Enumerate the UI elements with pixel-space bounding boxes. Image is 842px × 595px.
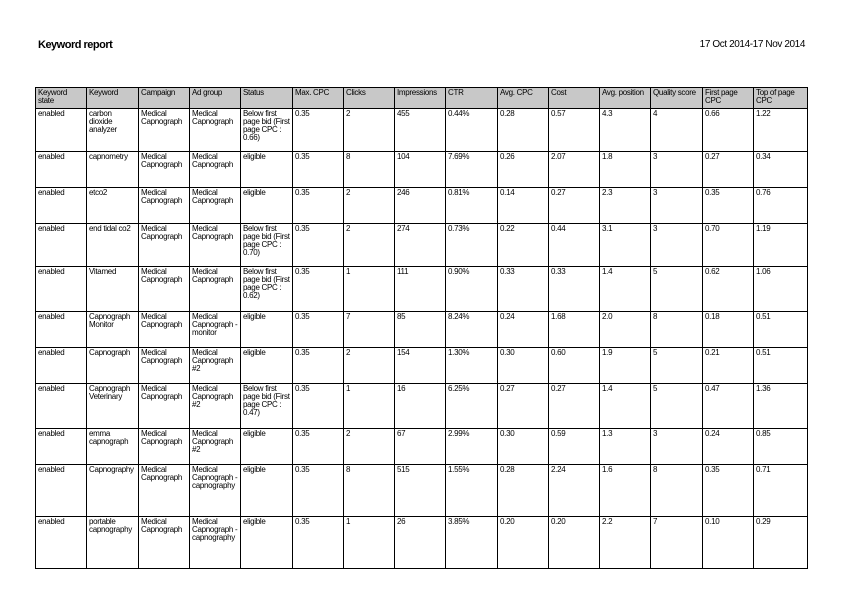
cell-cost: 0.20 xyxy=(549,517,600,569)
cell-max-cpc: 0.35 xyxy=(293,348,344,384)
cell-avg-position: 1.4 xyxy=(600,384,651,429)
cell-top-of-page-cpc: 0.51 xyxy=(754,348,808,384)
cell-ad-group: Medical Capnograph xyxy=(190,188,241,224)
cell-clicks: 2 xyxy=(344,429,395,465)
table-row xyxy=(36,152,808,188)
cell-impressions: 515 xyxy=(395,465,446,517)
cell-cost: 2.24 xyxy=(549,465,600,517)
cell-first-page-cpc: 0.24 xyxy=(703,429,754,465)
cell-campaign: Medical Capnograph xyxy=(139,348,190,384)
cell-impressions: 16 xyxy=(395,384,446,429)
col-header-keyword: Keyword xyxy=(87,88,139,109)
cell-ctr: 7.69% xyxy=(446,152,498,188)
cell-campaign: Medical Capnograph xyxy=(139,109,190,152)
cell-cost: 0.57 xyxy=(549,109,600,152)
cell-clicks: 2 xyxy=(344,348,395,384)
table-row xyxy=(36,465,808,517)
cell-keyword-state: enabled xyxy=(36,267,87,312)
cell-impressions: 104 xyxy=(395,152,446,188)
cell-campaign: Medical Capnograph xyxy=(139,384,190,429)
table-row xyxy=(36,312,808,348)
table-row xyxy=(36,188,808,224)
cell-avg-cpc: 0.20 xyxy=(498,517,549,569)
cell-impressions: 154 xyxy=(395,348,446,384)
cell-keyword-state: enabled xyxy=(36,109,87,152)
cell-keyword-state: enabled xyxy=(36,188,87,224)
cell-keyword: Vitamed xyxy=(87,267,139,312)
cell-max-cpc: 0.35 xyxy=(293,267,344,312)
table-row xyxy=(36,384,808,429)
cell-keyword: Capnograph xyxy=(87,348,139,384)
table-row xyxy=(36,109,808,152)
cell-ctr: 2.99% xyxy=(446,429,498,465)
cell-status: eligible xyxy=(241,517,293,569)
cell-ctr: 0.81% xyxy=(446,188,498,224)
cell-keyword-state: enabled xyxy=(36,384,87,429)
col-header-clicks: Clicks xyxy=(344,88,395,109)
cell-cost: 0.27 xyxy=(549,188,600,224)
table-row xyxy=(36,267,808,312)
col-header-first-page-cpc: First page CPC xyxy=(703,88,754,109)
cell-clicks: 1 xyxy=(344,517,395,569)
cell-campaign: Medical Capnograph xyxy=(139,517,190,569)
cell-campaign: Medical Capnograph xyxy=(139,152,190,188)
cell-ad-group: Medical Capnograph xyxy=(190,109,241,152)
cell-cost: 2.07 xyxy=(549,152,600,188)
cell-top-of-page-cpc: 0.51 xyxy=(754,312,808,348)
cell-impressions: 455 xyxy=(395,109,446,152)
cell-keyword-state: enabled xyxy=(36,517,87,569)
cell-first-page-cpc: 0.62 xyxy=(703,267,754,312)
cell-cost: 1.68 xyxy=(549,312,600,348)
cell-ctr: 1.55% xyxy=(446,465,498,517)
cell-keyword-state: enabled xyxy=(36,348,87,384)
cell-impressions: 274 xyxy=(395,224,446,267)
cell-impressions: 26 xyxy=(395,517,446,569)
cell-ctr: 1.30% xyxy=(446,348,498,384)
cell-top-of-page-cpc: 0.34 xyxy=(754,152,808,188)
cell-top-of-page-cpc: 0.29 xyxy=(754,517,808,569)
cell-impressions: 111 xyxy=(395,267,446,312)
cell-quality-score: 5 xyxy=(651,384,703,429)
cell-campaign: Medical Capnograph xyxy=(139,267,190,312)
table-row xyxy=(36,517,808,569)
cell-keyword: end tidal co2 xyxy=(87,224,139,267)
cell-impressions: 67 xyxy=(395,429,446,465)
cell-ctr: 0.44% xyxy=(446,109,498,152)
cell-quality-score: 5 xyxy=(651,348,703,384)
cell-max-cpc: 0.35 xyxy=(293,517,344,569)
cell-status: eligible xyxy=(241,188,293,224)
cell-cost: 0.59 xyxy=(549,429,600,465)
cell-keyword: Capnograph Veterinary xyxy=(87,384,139,429)
cell-keyword: Capnograph Monitor xyxy=(87,312,139,348)
cell-max-cpc: 0.35 xyxy=(293,384,344,429)
cell-ad-group: Medical Capnograph - capnography xyxy=(190,465,241,517)
cell-ad-group: Medical Capnograph xyxy=(190,152,241,188)
cell-clicks: 2 xyxy=(344,109,395,152)
cell-clicks: 2 xyxy=(344,188,395,224)
cell-quality-score: 8 xyxy=(651,312,703,348)
cell-max-cpc: 0.35 xyxy=(293,429,344,465)
cell-top-of-page-cpc: 0.76 xyxy=(754,188,808,224)
cell-status: Below first page bid (First page CPC : 0.62) xyxy=(241,267,293,312)
cell-max-cpc: 0.35 xyxy=(293,109,344,152)
cell-ctr: 8.24% xyxy=(446,312,498,348)
cell-cost: 0.27 xyxy=(549,384,600,429)
cell-top-of-page-cpc: 1.22 xyxy=(754,109,808,152)
cell-avg-cpc: 0.30 xyxy=(498,429,549,465)
cell-clicks: 8 xyxy=(344,465,395,517)
cell-first-page-cpc: 0.10 xyxy=(703,517,754,569)
col-header-impressions: Impressions xyxy=(395,88,446,109)
cell-quality-score: 4 xyxy=(651,109,703,152)
cell-status: Below first page bid (First page CPC : 0.47) xyxy=(241,384,293,429)
cell-keyword: capnometry xyxy=(87,152,139,188)
cell-status: eligible xyxy=(241,152,293,188)
cell-top-of-page-cpc: 0.71 xyxy=(754,465,808,517)
col-header-avg-cpc: Avg. CPC xyxy=(498,88,549,109)
cell-avg-cpc: 0.28 xyxy=(498,465,549,517)
keyword-table xyxy=(35,87,808,569)
col-header-campaign: Campaign xyxy=(139,88,190,109)
col-header-keyword-state: Keyword state xyxy=(36,88,87,109)
cell-quality-score: 8 xyxy=(651,465,703,517)
cell-first-page-cpc: 0.70 xyxy=(703,224,754,267)
col-header-avg-position: Avg. position xyxy=(600,88,651,109)
table-body xyxy=(36,109,808,569)
col-header-top-of-page-cpc: Top of page CPC xyxy=(754,88,808,109)
cell-campaign: Medical Capnograph xyxy=(139,312,190,348)
cell-first-page-cpc: 0.18 xyxy=(703,312,754,348)
cell-keyword: emma capnograph xyxy=(87,429,139,465)
cell-top-of-page-cpc: 1.06 xyxy=(754,267,808,312)
cell-ad-group: Medical Capnograph #2 xyxy=(190,384,241,429)
cell-avg-position: 1.3 xyxy=(600,429,651,465)
cell-top-of-page-cpc: 0.85 xyxy=(754,429,808,465)
cell-status: eligible xyxy=(241,465,293,517)
cell-max-cpc: 0.35 xyxy=(293,312,344,348)
cell-quality-score: 3 xyxy=(651,429,703,465)
cell-ad-group: Medical Capnograph - capnography xyxy=(190,517,241,569)
cell-avg-cpc: 0.30 xyxy=(498,348,549,384)
cell-clicks: 7 xyxy=(344,312,395,348)
cell-clicks: 1 xyxy=(344,384,395,429)
cell-avg-position: 3.1 xyxy=(600,224,651,267)
col-header-ctr: CTR xyxy=(446,88,498,109)
cell-impressions: 246 xyxy=(395,188,446,224)
cell-cost: 0.44 xyxy=(549,224,600,267)
cell-keyword-state: enabled xyxy=(36,312,87,348)
col-header-status: Status xyxy=(241,88,293,109)
cell-quality-score: 5 xyxy=(651,267,703,312)
cell-ad-group: Medical Capnograph #2 xyxy=(190,429,241,465)
cell-avg-position: 1.9 xyxy=(600,348,651,384)
cell-clicks: 8 xyxy=(344,152,395,188)
cell-campaign: Medical Capnograph xyxy=(139,465,190,517)
cell-keyword-state: enabled xyxy=(36,465,87,517)
cell-keyword-state: enabled xyxy=(36,224,87,267)
cell-avg-position: 1.4 xyxy=(600,267,651,312)
cell-first-page-cpc: 0.21 xyxy=(703,348,754,384)
cell-avg-position: 1.6 xyxy=(600,465,651,517)
table-header-row xyxy=(36,88,808,109)
cell-ad-group: Medical Capnograph xyxy=(190,224,241,267)
cell-ctr: 0.73% xyxy=(446,224,498,267)
cell-ctr: 3.85% xyxy=(446,517,498,569)
table-row xyxy=(36,224,808,267)
cell-max-cpc: 0.35 xyxy=(293,465,344,517)
cell-status: eligible xyxy=(241,348,293,384)
cell-ctr: 0.90% xyxy=(446,267,498,312)
cell-avg-cpc: 0.27 xyxy=(498,384,549,429)
table-row xyxy=(36,429,808,465)
cell-first-page-cpc: 0.47 xyxy=(703,384,754,429)
cell-avg-cpc: 0.26 xyxy=(498,152,549,188)
cell-keyword: Capnography xyxy=(87,465,139,517)
cell-status: Below first page bid (First page CPC : 0.70) xyxy=(241,224,293,267)
cell-quality-score: 3 xyxy=(651,224,703,267)
cell-avg-cpc: 0.28 xyxy=(498,109,549,152)
cell-avg-cpc: 0.14 xyxy=(498,188,549,224)
cell-top-of-page-cpc: 1.36 xyxy=(754,384,808,429)
cell-campaign: Medical Capnograph xyxy=(139,429,190,465)
col-header-ad-group: Ad group xyxy=(190,88,241,109)
cell-quality-score: 3 xyxy=(651,152,703,188)
cell-keyword: carbon dioxide analyzer xyxy=(87,109,139,152)
cell-ctr: 6.25% xyxy=(446,384,498,429)
col-header-max-cpc: Max. CPC xyxy=(293,88,344,109)
report-date-range: 17 Oct 2014-17 Nov 2014 xyxy=(699,39,805,50)
cell-max-cpc: 0.35 xyxy=(293,152,344,188)
cell-avg-cpc: 0.22 xyxy=(498,224,549,267)
cell-avg-position: 2.0 xyxy=(600,312,651,348)
cell-ad-group: Medical Capnograph #2 xyxy=(190,348,241,384)
cell-first-page-cpc: 0.35 xyxy=(703,188,754,224)
cell-max-cpc: 0.35 xyxy=(293,188,344,224)
col-header-quality-score: Quality score xyxy=(651,88,703,109)
cell-quality-score: 3 xyxy=(651,188,703,224)
cell-ad-group: Medical Capnograph - monitor xyxy=(190,312,241,348)
cell-keyword: portable capnography xyxy=(87,517,139,569)
cell-quality-score: 7 xyxy=(651,517,703,569)
cell-status: eligible xyxy=(241,312,293,348)
cell-cost: 0.33 xyxy=(549,267,600,312)
cell-avg-position: 1.8 xyxy=(600,152,651,188)
cell-avg-position: 2.2 xyxy=(600,517,651,569)
table-row xyxy=(36,348,808,384)
cell-avg-cpc: 0.33 xyxy=(498,267,549,312)
cell-top-of-page-cpc: 1.19 xyxy=(754,224,808,267)
cell-avg-position: 2.3 xyxy=(600,188,651,224)
report-title: Keyword report xyxy=(38,39,113,51)
cell-first-page-cpc: 0.35 xyxy=(703,465,754,517)
cell-first-page-cpc: 0.27 xyxy=(703,152,754,188)
cell-clicks: 1 xyxy=(344,267,395,312)
cell-clicks: 2 xyxy=(344,224,395,267)
cell-avg-cpc: 0.24 xyxy=(498,312,549,348)
cell-status: Below first page bid (First page CPC : 0.66) xyxy=(241,109,293,152)
cell-campaign: Medical Capnograph xyxy=(139,188,190,224)
cell-keyword: etco2 xyxy=(87,188,139,224)
cell-ad-group: Medical Capnograph xyxy=(190,267,241,312)
cell-avg-position: 4.3 xyxy=(600,109,651,152)
cell-cost: 0.60 xyxy=(549,348,600,384)
cell-impressions: 85 xyxy=(395,312,446,348)
cell-max-cpc: 0.35 xyxy=(293,224,344,267)
col-header-cost: Cost xyxy=(549,88,600,109)
cell-campaign: Medical Capnograph xyxy=(139,224,190,267)
cell-first-page-cpc: 0.66 xyxy=(703,109,754,152)
cell-status: eligible xyxy=(241,429,293,465)
cell-keyword-state: enabled xyxy=(36,152,87,188)
cell-keyword-state: enabled xyxy=(36,429,87,465)
